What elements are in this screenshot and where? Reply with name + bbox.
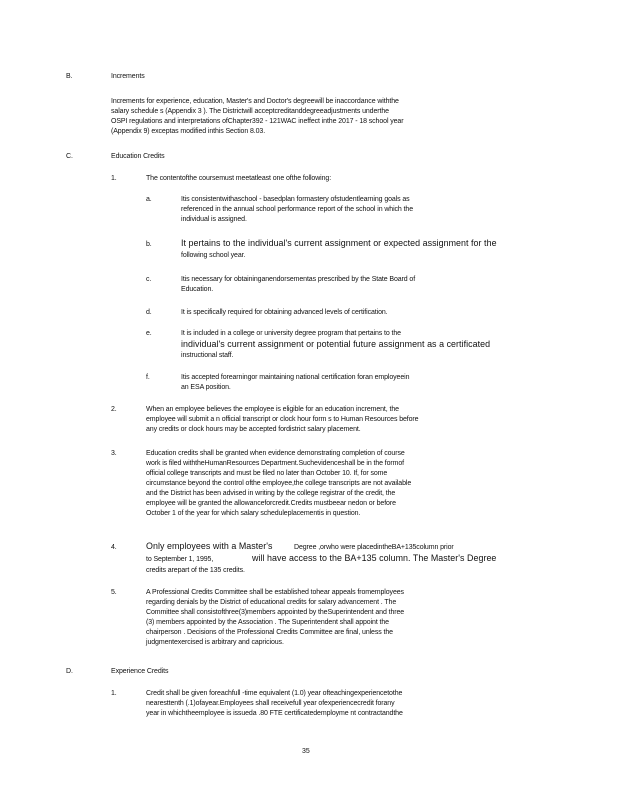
item-c3-line: Education credits shall be granted when evidence demonstrating completion of course bbox=[146, 450, 405, 457]
section-b-line: OSPI regulations and interpretations ofChapter392 - 121WAC ineffect inthe 2017 - 18 school year bbox=[111, 118, 404, 125]
item-c1c-label: c. bbox=[146, 276, 152, 283]
item-c5-number: 5. bbox=[111, 589, 117, 596]
section-b-line: (Appendix 9) exceptas modified inthis Section 8.03. bbox=[111, 128, 266, 135]
item-c5-line: chairperson . Decisions of the Professional Credits Committee are final, unless the bbox=[146, 629, 393, 636]
item-c2-line: employee will submit a n official transcript or clock hour form s to Human Resources before bbox=[146, 416, 419, 423]
item-c1e-line: instructional staff. bbox=[181, 352, 234, 359]
item-c4-large-text: will have access to the BA+135 column. The Master's Degree bbox=[252, 553, 497, 563]
section-b-title: Increments bbox=[111, 73, 145, 80]
item-c3-line: October 1 of the year for which salary scheduleplacementis in question. bbox=[146, 510, 361, 517]
item-c1d-label: d. bbox=[146, 309, 152, 316]
item-c1a-line: individual is assigned. bbox=[181, 216, 247, 223]
item-c5-line: Committee shall consistofthree(3)members appointed by theSuperintendent and three bbox=[146, 609, 405, 616]
item-d1-line: year in whichtheemployee is issueda .80 FTE certificatedemployme nt contractandthe bbox=[146, 710, 403, 717]
item-c1e-line: It is included in a college or university degree program that pertains to the bbox=[181, 330, 401, 337]
item-c4-number: 4. bbox=[111, 544, 117, 551]
item-c1-text: The contentofthe coursemust meetatleast one ofthe following: bbox=[146, 175, 332, 182]
item-c2-number: 2. bbox=[111, 406, 117, 413]
item-c1e-large-text: individual's current assignment or potential future assignment as a certificated bbox=[181, 339, 491, 349]
section-c-title: Education Credits bbox=[111, 153, 165, 160]
item-c3-line: and the District has been advised in writing by the college registrar of the credit, the bbox=[146, 490, 396, 497]
section-b-marker: B. bbox=[66, 73, 73, 80]
page-number: 35 bbox=[302, 748, 310, 755]
item-c1f-line: an ESA position. bbox=[181, 384, 231, 391]
item-c1-number: 1. bbox=[111, 175, 117, 182]
item-c3-line: work is filed withtheHumanResources Department.Suchevidenceshall be in the formof bbox=[146, 460, 405, 467]
item-c1f-line: Itis accepted forearningor maintaining national certification foran employeein bbox=[181, 374, 410, 381]
item-d1-line: Credit shall be given foreachfull -time equivalent (1.0) year ofteachingexperiencetothe bbox=[146, 690, 403, 697]
item-c4-large-text: Only employees with a Master's bbox=[146, 541, 273, 551]
item-c5-line: A Professional Credits Committee shall be established tohear appeals fromemployees bbox=[146, 589, 404, 596]
item-c1a-label: a. bbox=[146, 196, 152, 203]
item-d1-line: nearesttenth (.1)ofayear.Employees shall receivefull year ofexperiencecredit forany bbox=[146, 700, 395, 707]
item-c1e-label: e. bbox=[146, 330, 152, 337]
item-c4-line: to September 1, 1995, bbox=[146, 556, 214, 563]
item-c3-line: circumstance beyond the control ofthe employee,the college transcripts are not available bbox=[146, 480, 412, 487]
item-c1f-label: f. bbox=[146, 374, 150, 381]
section-d-title: Experience Credits bbox=[111, 668, 169, 675]
item-c2-line: When an employee believes the employee is eligible for an education increment, the bbox=[146, 406, 399, 413]
item-c3-number: 3. bbox=[111, 450, 117, 457]
item-c1d-text: It is specifically required for obtaining advanced levels of certification. bbox=[181, 309, 388, 316]
item-c3-line: employee will be granted the allowanceforcredit.Credits mustbeear nedon or before bbox=[146, 500, 396, 507]
item-c1a-line: referenced in the annual school performance report of the school in which the bbox=[181, 206, 413, 213]
section-d-marker: D. bbox=[66, 668, 73, 675]
item-c1b-large-text: It pertains to the individual's current assignment or expected assignment for the bbox=[181, 238, 497, 248]
section-c-marker: C. bbox=[66, 153, 73, 160]
section-b-line: Increments for experience, education, Master's and Doctor's degreewill be inaccordance withthe bbox=[111, 98, 399, 105]
item-c4-line: Degree ,orwho were placedintheBA+135column prior bbox=[294, 544, 454, 551]
item-d1-number: 1. bbox=[111, 690, 117, 697]
item-c1c-line: Itis necessary for obtaininganendorsementas prescribed by the State Board of bbox=[181, 276, 416, 283]
item-c5-line: (3) members appointed by the Association . The Superintendent shall appoint the bbox=[146, 619, 389, 626]
item-c1a-line: Itis consistentwithaschool - basedplan formastery ofstudentlearning goals as bbox=[181, 196, 410, 203]
item-c1c-line: Education. bbox=[181, 286, 214, 293]
item-c1b-line: following school year. bbox=[181, 252, 246, 259]
item-c5-line: regarding denials by the District of educational credits for salary advancement . The bbox=[146, 599, 397, 606]
item-c4-line: credits arepart of the 135 credits. bbox=[146, 567, 245, 574]
item-c2-line: any credits or clock hours may be accepted fordistrict salary placement. bbox=[146, 426, 361, 433]
item-c1b-label: b. bbox=[146, 241, 152, 248]
section-b-line: salary schedule s (Appendix 3 ). The Districtwill acceptcreditanddegreeadjustments underthe bbox=[111, 108, 389, 115]
item-c5-line: judgmentexercised is arbitrary and capricious. bbox=[146, 639, 284, 646]
item-c3-line: official college transcripts and must be filed no later than October 10. If, for some bbox=[146, 470, 388, 477]
